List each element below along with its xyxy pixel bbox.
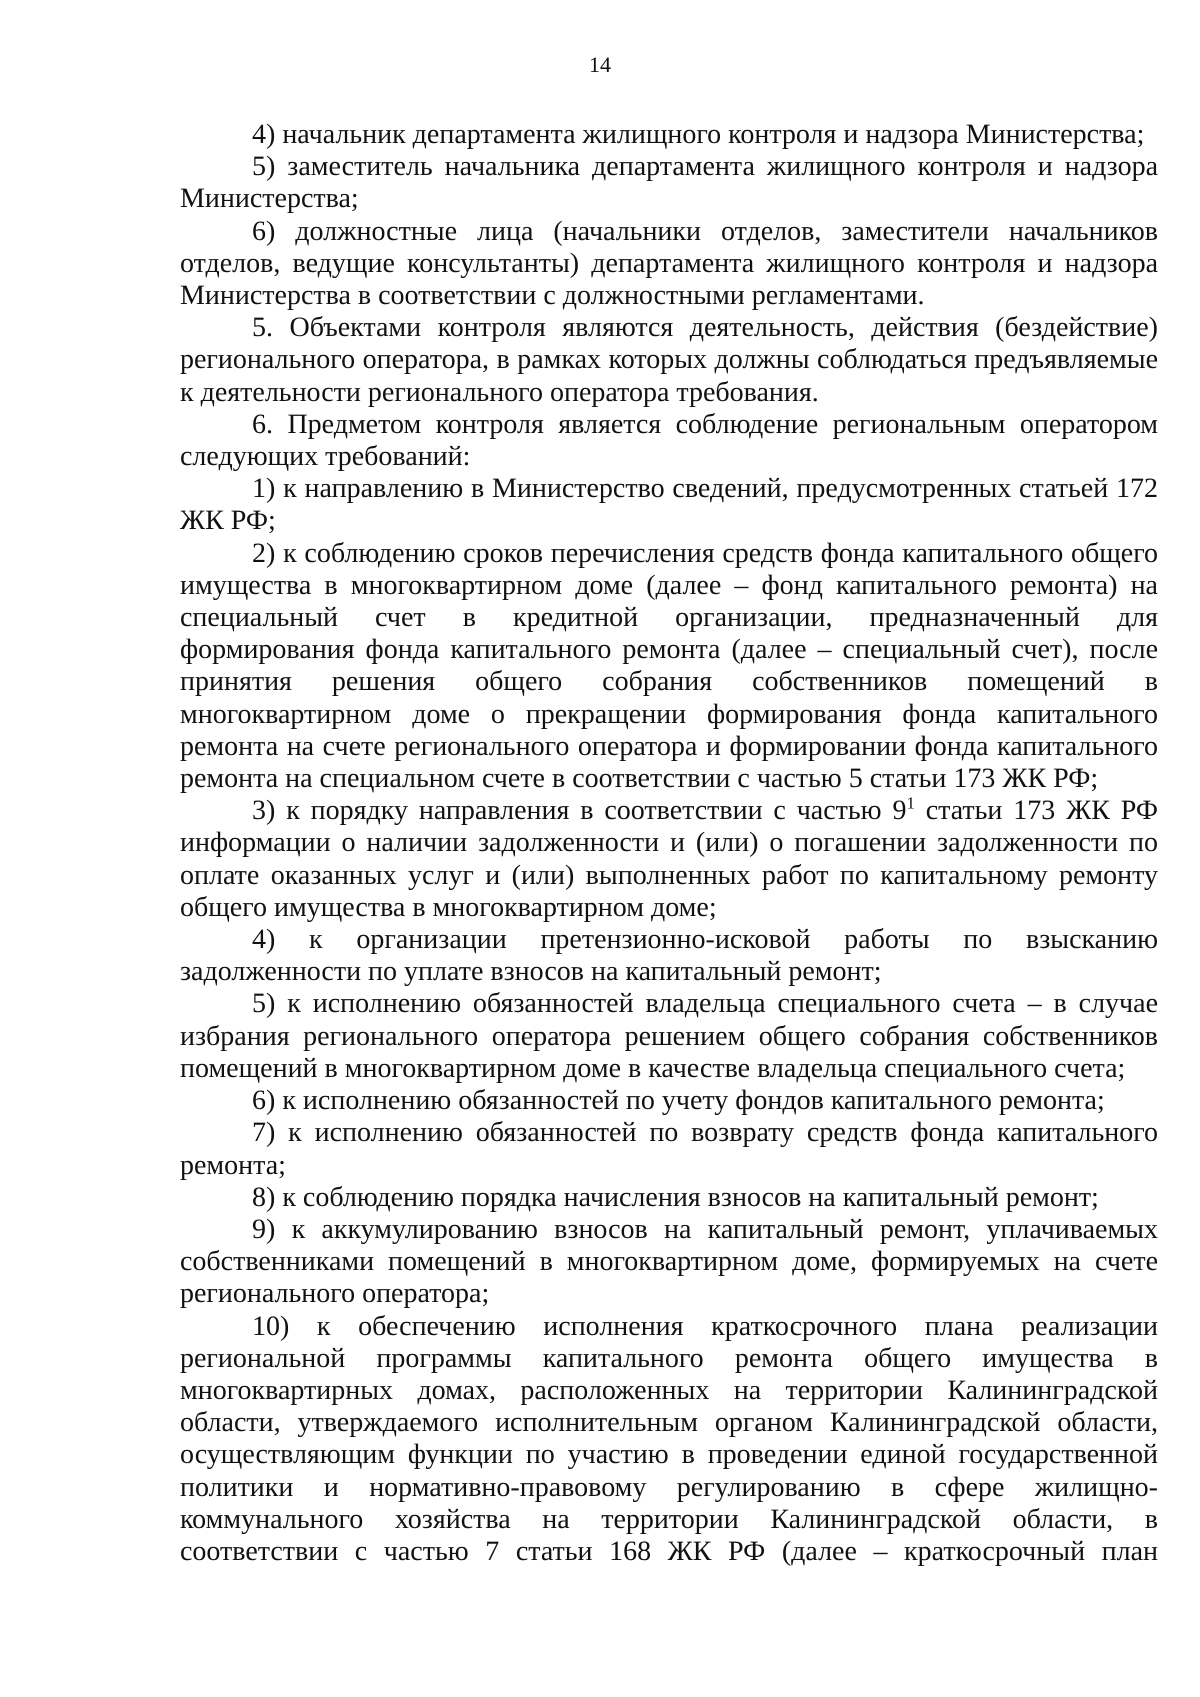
- requirement-7: 7) к исполнению обязанностей по возврату средств фонда капитального ремонта;: [180, 1117, 1158, 1181]
- paragraph-item-5: 5) заместитель начальника департамента жилищного контроля и надзора Министерства;: [180, 151, 1158, 215]
- requirement-1: 1) к направлению в Министерство сведений, предусмотренных статьей 172 ЖК РФ;: [180, 473, 1158, 537]
- requirement-2: 2) к соблюдению сроков перечисления средств фонда капитального общего имущества в многоквартирном доме (далее – фонд капитального ремонта) на специальный счет в кредитной организации, предназначенный для формирования фонда капитального ремонта (далее – специальный счет), после принятия решения общего собрания собственников помещений в многоквартирном доме о прекращении формирования фонда капитального ремонта на счете регионального оператора и формировании фонда капитального ремонта на специальном счете в соответствии с частью 5 статьи 173 ЖК РФ;: [180, 537, 1158, 795]
- paragraph-item-4: 4) начальник департамента жилищного контроля и надзора Министерства;: [252, 119, 1145, 150]
- requirement-5: 5) к исполнению обязанностей владельца специального счета – в случае избрания регионального оператора решением общего собрания собственников помещений в многоквартирном доме в качестве владельца специального счета;: [180, 988, 1158, 1084]
- document-body: [180, 119, 1158, 1568]
- requirement-8: 8) к соблюдению порядка начисления взносов на капитальный ремонт;: [252, 1181, 1099, 1213]
- paragraph-clause-6-control-subject: 6. Предметом контроля является соблюдение региональным оператором следующих требований:: [180, 408, 1158, 473]
- paragraph-clause-5-control-objects: 5. Объектами контроля являются деятельность, действия (бездействие) регионального оператора, в рамках которых должны соблюдаться предъявляемые к деятельности регионального оператора требования.: [180, 312, 1158, 408]
- page-number: 14: [589, 52, 611, 77]
- paragraph-item-6: 6) должностные лица (начальники отделов, заместители начальников отделов, ведущие консультанты) департамента жилищного контроля и надзора Министерства в соответствии с должностными регламентами.: [180, 215, 1158, 312]
- superscript-index: 1: [906, 793, 915, 813]
- requirement-4: 4) к организации претензионно-исковой работы по взысканию задолженности по уплате взносов на капитальный ремонт;: [180, 924, 1158, 988]
- requirement-9: 9) к аккумулированию взносов на капитальный ремонт, уплачиваемых собственниками помещений в многоквартирном доме, формируемых на счете регионального оператора;: [180, 1213, 1158, 1310]
- requirement-3-text-start: 3) к порядку направления в соответствии с частью 9: [252, 795, 907, 827]
- requirement-3: [180, 795, 1158, 924]
- requirement-3-text-end: статьи 173 ЖК РФ информации о наличии задолженности и (или) о погашении задолженности по оплате оказанных услуг и (или) выполненных работ по капитальному ремонту общего имущества в многоквартирном доме;: [180, 795, 1158, 923]
- requirement-10: 10) к обеспечению исполнения краткосрочного плана реализации региональной программы капитального ремонта общего имущества в многоквартирных домах, расположенных на территории Калининградской области, утверждаемого исполнительным органом Калининградской области, осуществляющим функции по участию в проведении единой государственной политики и нормативно-правовому регулированию в сфере жилищно-коммунального хозяйства на территории Калининградской области, в соответствии с частью 7 статьи 168 ЖК РФ (далее – краткосрочный план: [180, 1310, 1158, 1567]
- requirement-6: 6) к исполнению обязанностей по учету фондов капитального ремонта;: [252, 1085, 1105, 1117]
